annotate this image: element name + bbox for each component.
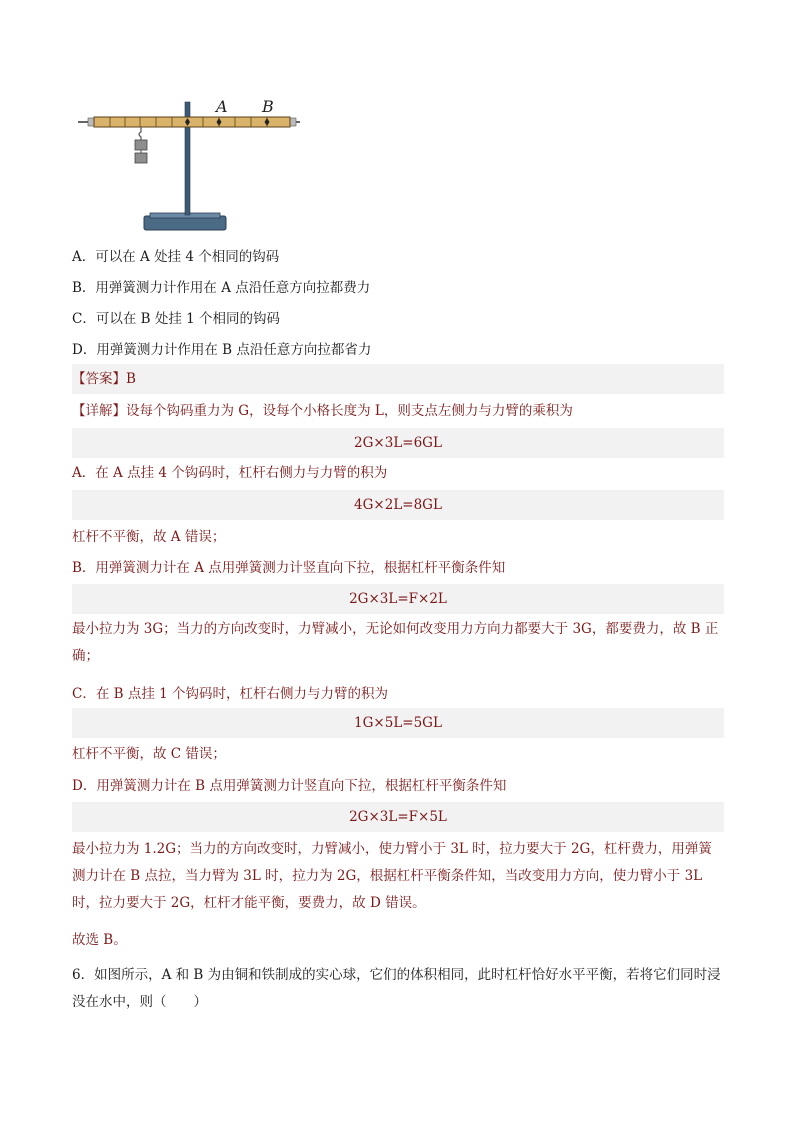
equation-2: 4G×2L=8GL <box>72 490 724 520</box>
question-6: 6．如图所示，A 和 B 为由铜和铁制成的实心球，它们的体积相同，此时杠杆恰好水平平衡，若将它们同时浸没在水中，则（ ） <box>72 967 721 1010</box>
result-a: 杠杆不平衡，故 A 错误； <box>72 529 226 545</box>
option-a: A．可以在 A 处挂 4 个相同的钩码 <box>72 249 280 265</box>
label-a: A <box>216 97 228 116</box>
lever-figure <box>74 96 314 236</box>
result-b: 最小拉力为 3G；当力的方向改变时，力臂减小，无论如何改变用力方向力都要大于 3G，都要费力，故 B 正确； <box>72 621 719 664</box>
analysis-b: B．用弹簧测力计在 A 点用弹簧测力计竖直向下拉，根据杠杆平衡条件知 <box>72 560 506 576</box>
rod-end-right <box>290 118 296 126</box>
analysis-d: D．用弹簧测力计在 B 点用弹簧测力计竖直向下拉，根据杠杆平衡条件知 <box>72 778 507 794</box>
result-c: 杠杆不平衡，故 C 错误； <box>72 746 226 762</box>
weight-2 <box>135 153 147 163</box>
result-d: 最小拉力为 1.2G；当力的方向改变时，力臂减小，使力臂小于 3L 时，拉力要大于 2G，杠杆费力，用弹簧测力计在 B 点拉，当力臂为 3L 时，拉力为 2G，根据杠杆平衡条件知，当改变用力方向，使力臂小于 3L 时，拉力要大于 2G，杠杆才能平衡，要费力，故 D 错误。 <box>72 841 712 911</box>
detail-line: 【详解】设每个钩码重力为 G，设每个小格长度为 L，则支点左侧力与力臂的乘积为 <box>72 403 573 419</box>
conclusion-line: 故选 B。 <box>72 932 127 948</box>
rod-end-left <box>88 118 94 126</box>
analysis-c: C．在 B 点挂 1 个钩码时，杠杆右侧力与力臂的积为 <box>72 686 389 702</box>
answer-line: 【答案】B <box>72 364 724 394</box>
equation-3: 2G×3L=F×2L <box>72 584 724 614</box>
analysis-a: A．在 A 点挂 4 个钩码时，杠杆右侧力与力臂的积为 <box>72 465 388 481</box>
weight-hook <box>139 127 141 140</box>
option-d: D．用弹簧测力计作用在 B 点沿任意方向拉都省力 <box>72 342 372 358</box>
lever-bar <box>94 117 290 127</box>
equation-1: 2G×3L=6GL <box>72 428 724 458</box>
weight-1 <box>135 140 147 150</box>
label-b: B <box>262 97 274 116</box>
equation-4: 1G×5L=5GL <box>72 708 724 738</box>
equation-5: 2G×3L=F×5L <box>72 802 724 832</box>
option-c: C．可以在 B 处挂 1 个相同的钩码 <box>72 311 281 327</box>
option-b: B．用弹簧测力计作用在 A 点沿任意方向拉都费力 <box>72 280 371 296</box>
